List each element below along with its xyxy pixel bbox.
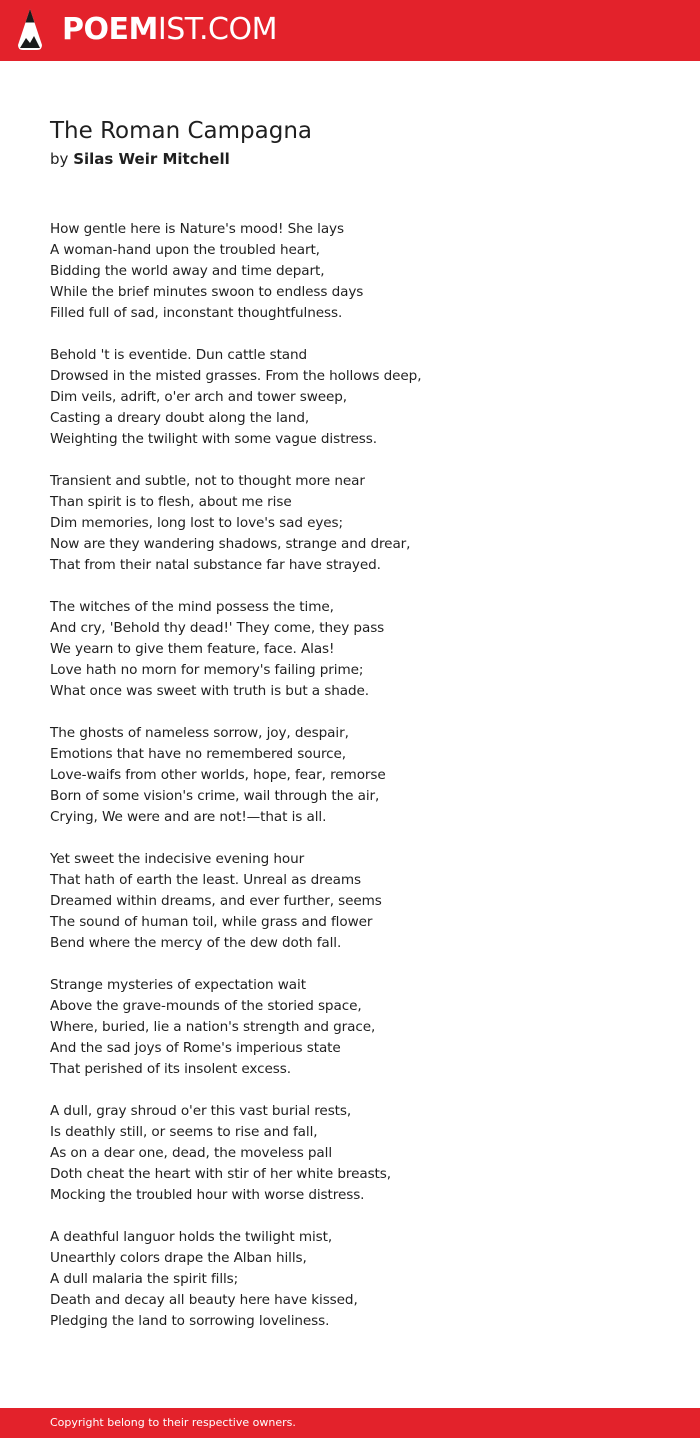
poem-line: Dim memories, long lost to love's sad eyes; — [50, 515, 344, 531]
stanza — [50, 219, 670, 324]
poem-body — [50, 219, 670, 1353]
poem-line: Unearthly colors drape the Alban hills, — [50, 1250, 307, 1266]
poem-line: Than spirit is to flesh, about me rise — [50, 494, 292, 510]
poem-line: We yearn to give them feature, face. Alas! — [50, 641, 335, 657]
poem-line: Behold 't is eventide. Dun cattle stand — [50, 347, 308, 363]
poem-line: Yet sweet the indecisive evening hour — [50, 851, 305, 867]
by-label: by — [50, 150, 69, 168]
poem-line: That perished of its insolent excess. — [50, 1061, 291, 1077]
stanza — [50, 345, 670, 450]
poem-line: Born of some vision's crime, wail through the air, — [50, 788, 380, 804]
stanza — [50, 471, 670, 576]
poem-line: Dim veils, adrift, o'er arch and tower sweep, — [50, 389, 348, 405]
poem-line: How gentle here is Nature's mood! She lays — [50, 221, 344, 237]
poem-line: Transient and subtle, not to thought more near — [50, 473, 365, 489]
poem-line: Mocking the troubled hour with worse distress. — [50, 1187, 365, 1203]
poem-line: What once was sweet with truth is but a shade. — [50, 683, 369, 699]
poem-line: Bidding the world away and time depart, — [50, 263, 325, 279]
poem-line: Casting a dreary doubt along the land, — [50, 410, 310, 426]
stanza — [50, 597, 670, 702]
poem-line: Drowsed in the misted grasses. From the hollows deep, — [50, 368, 422, 384]
pencil-mountain-icon[interactable] — [16, 8, 44, 52]
poem-title: The Roman Campagna — [50, 118, 313, 144]
poem-line: Strange mysteries of expectation wait — [50, 977, 306, 993]
poem-line: Where, buried, lie a nation's strength and grace, — [50, 1019, 376, 1035]
stanza — [50, 849, 670, 954]
poem-line: The witches of the mind possess the time, — [50, 599, 334, 615]
poem-line: A dull malaria the spirit fills; — [50, 1271, 239, 1287]
poem-line: Filled full of sad, inconstant thoughtfulness. — [50, 305, 343, 321]
poem-line: As on a dear one, dead, the moveless pall — [50, 1145, 333, 1161]
logo-text-bold: POEM — [62, 12, 158, 47]
stanza — [50, 975, 670, 1080]
poem-line: A deathful languor holds the twilight mist, — [50, 1229, 333, 1245]
stanza — [50, 1101, 670, 1206]
poem-line: And the sad joys of Rome's imperious state — [50, 1040, 341, 1056]
poem-line: The sound of human toil, while grass and flower — [50, 914, 373, 930]
site-footer — [0, 1408, 700, 1438]
poem-line: Pledging the land to sorrowing loveliness. — [50, 1313, 330, 1329]
poem-line: Emotions that have no remembered source, — [50, 746, 347, 762]
poem-line: Weighting the twilight with some vague distress. — [50, 431, 377, 447]
author-name: Silas Weir Mitchell — [73, 150, 230, 168]
byline — [50, 148, 230, 170]
stanza — [50, 1227, 670, 1332]
poem-line: Dreamed within dreams, and ever further, seems — [50, 893, 382, 909]
poem-line: That hath of earth the least. Unreal as dreams — [50, 872, 361, 888]
poem-line: While the brief minutes swoon to endless days — [50, 284, 364, 300]
poem-line: Love hath no morn for memory's failing prime; — [50, 662, 364, 678]
poem-line: Death and decay all beauty here have kissed, — [50, 1292, 358, 1308]
site-header — [0, 0, 700, 61]
poem-line: And cry, 'Behold thy dead!' They come, they pass — [50, 620, 385, 636]
site-logo[interactable] — [62, 12, 277, 48]
poem-line: The ghosts of nameless sorrow, joy, despair, — [50, 725, 349, 741]
stanza — [50, 723, 670, 828]
poem-line: Above the grave-mounds of the storied space, — [50, 998, 362, 1014]
copyright-text: Copyright belong to their respective owners. — [50, 1416, 296, 1429]
logo-text-light: IST.COM — [157, 12, 277, 47]
poem-line: That from their natal substance far have strayed. — [50, 557, 381, 573]
poem-line: A woman-hand upon the troubled heart, — [50, 242, 320, 258]
poem-line: Crying, We were and are not!—that is all. — [50, 809, 327, 825]
poem-line: Bend where the mercy of the dew doth fall. — [50, 935, 342, 951]
poem-line: Doth cheat the heart with stir of her white breasts, — [50, 1166, 391, 1182]
poem-line: Now are they wandering shadows, strange and drear, — [50, 536, 411, 552]
poem-line: A dull, gray shroud o'er this vast burial rests, — [50, 1103, 352, 1119]
poem-line: Love-waifs from other worlds, hope, fear, remorse — [50, 767, 386, 783]
poem-line: Is deathly still, or seems to rise and fall, — [50, 1124, 318, 1140]
